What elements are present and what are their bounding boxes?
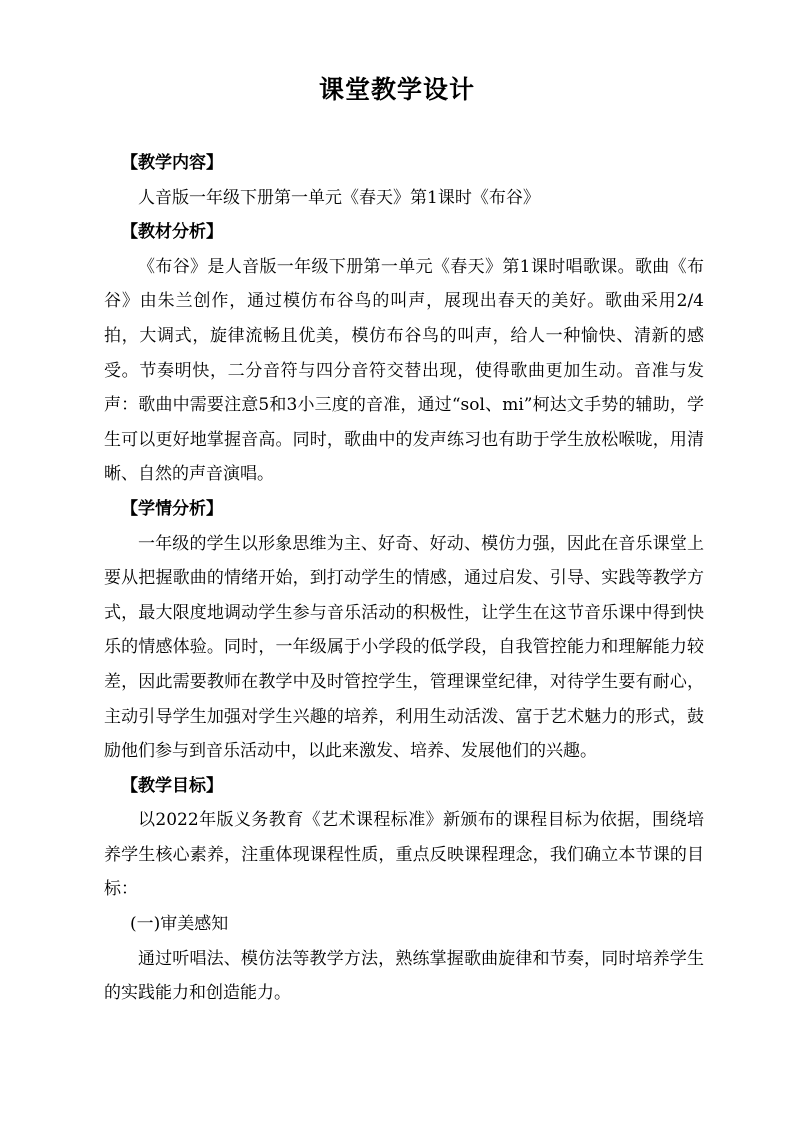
section-heading-students: 【学情分析】 — [121, 498, 223, 519]
sub-heading-aesthetic: (一)审美感知 — [130, 914, 229, 935]
sub-text-aesthetic: 通过听唱法、模仿法等教学方法，熟练掌握歌曲旋律和节奏，同时培养学生的实践能力和创造能力。 — [104, 948, 704, 1004]
document-body — [104, 146, 704, 1011]
section-text-goals: 以2022年版义务教育《艺术课程标准》新颁布的课程目标为依据，围绕培养学生核心素养，注重体现课程性质，重点反映课程理念，我们确立本节课的目标： — [104, 810, 704, 900]
section-heading-goals: 【教学目标】 — [121, 775, 223, 796]
section-text-students: 一年级的学生以形象思维为主、好奇、好动、模仿力强，因此在音乐课堂上要从把握歌曲的情绪开始，到打动学生的情感，通过启发、引导、实践等教学方式，最大限度地调动学生参与音乐活动的积极性，让学生在这节音乐课中得到快乐的情感体验。同时，一年级属于小学段的低学段，自我管控能力和理解能力较差，因此需要教师在教学中及时管控学生，管理课堂纪律，对待学生要有耐心，主动引导学生加强对学生兴趣的培养，利用生动活泼、富于艺术魅力的形式，鼓励他们参与到音乐活动中，以此来激发、培养、发展他们的兴趣。 — [104, 533, 704, 762]
section-heading-content: 【教学内容】 — [121, 153, 223, 173]
section-heading-material: 【教材分析】 — [121, 222, 223, 243]
section-text-material: 《布谷》是人音版一年级下册第一单元《春天》第1课时唱歌课。歌曲《布谷》由朱兰创作，通过模仿布谷鸟的叫声，展现出春天的美好。歌曲采用2/4拍，大调式，旋律流畅且优美，模仿布谷鸟的叫声，给人一种愉快、清新的感受。节奏明快，二分音符与四分音符交替出现，使得歌曲更加生动。音准与发声：歌曲中需要注意5和3小三度的音准，通过“sol、mi”柯达文手势的辅助，学生可以更好地掌握音高。同时，歌曲中的发声练习也有助于学生放松喉咙，用清晰、自然的声音演唱。 — [104, 256, 704, 485]
page-title: 课堂教学设计 — [318, 75, 475, 104]
section-text-content: 人音版一年级下册第一单元《春天》第1课时《布谷》 — [138, 187, 540, 208]
